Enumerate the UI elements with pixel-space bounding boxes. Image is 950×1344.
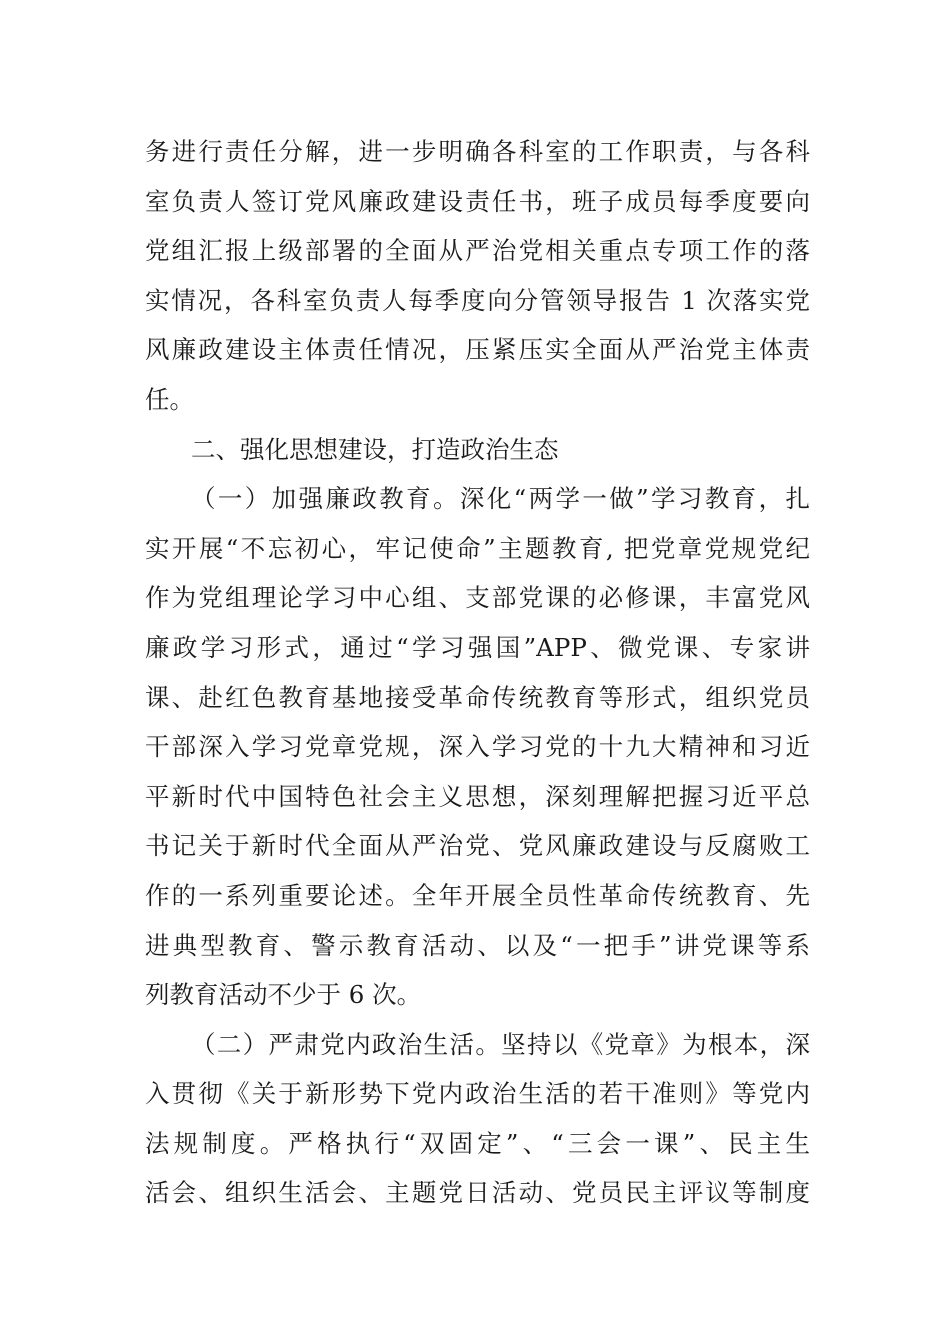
text-line: 书记关于新时代全面从严治党、党风廉政建设与反腐败工 — [145, 831, 810, 861]
text-line: 课、赴红色教育基地接受革命传统教育等形式，组织党员 — [145, 682, 810, 712]
text-line: 风廉政建设主体责任情况，压紧压实全面从严治党主体责 — [145, 335, 810, 365]
text-line: 平新时代中国特色社会主义思想，深刻理解把握习近平总 — [145, 781, 810, 811]
document-body — [145, 127, 810, 1218]
text-line: 务进行责任分解，进一步明确各科室的工作职责，与各科 — [145, 137, 810, 166]
text-line: 党组汇报上级部署的全面从严治党相关重点专项工作的落 — [145, 236, 810, 266]
text-line: 进典型教育、警示教育活动、以及“一把手”讲党课等系 — [145, 930, 810, 960]
text-line: 实情况，各科室负责人每季度向分管领导报告 1 次落实党 — [145, 285, 810, 315]
text-line: 实开展“不忘初心，牢记使命”主题教育, 把党章党规党纪 — [145, 533, 810, 563]
text-line: 室负责人签订党风廉政建设责任书，班子成员每季度要向 — [145, 186, 810, 216]
text-line: 作为党组理论学习中心组、支部党课的必修课，丰富党风 — [145, 583, 810, 613]
text-line: 法规制度。严格执行“双固定”、“三会一课”、民主生 — [145, 1128, 810, 1158]
text-line: 入贯彻《关于新形势下党内政治生活的若干准则》等党内 — [145, 1079, 810, 1109]
text-line: 任。 — [145, 384, 194, 414]
text-line: 二、强化思想建设，打造政治生态 — [191, 434, 559, 464]
text-line: 作的一系列重要论述。全年开展全员性革命传统教育、先 — [145, 880, 810, 910]
text-line: （一）加强廉政教育。深化“两学一做”学习教育，扎 — [191, 484, 810, 514]
text-line: （二）严肃党内政治生活。坚持以《党章》为根本，深 — [191, 1029, 810, 1059]
text-line: 活会、组织生活会、主题党日活动、党员民主评议等制度 — [145, 1178, 810, 1208]
text-line: 干部深入学习党章党规，深入学习党的十九大精神和习近 — [145, 732, 810, 762]
text-line: 廉政学习形式，通过“学习强国”APP、微党课、专家讲 — [145, 632, 810, 662]
text-line: 列教育活动不少于 6 次。 — [145, 980, 422, 1010]
